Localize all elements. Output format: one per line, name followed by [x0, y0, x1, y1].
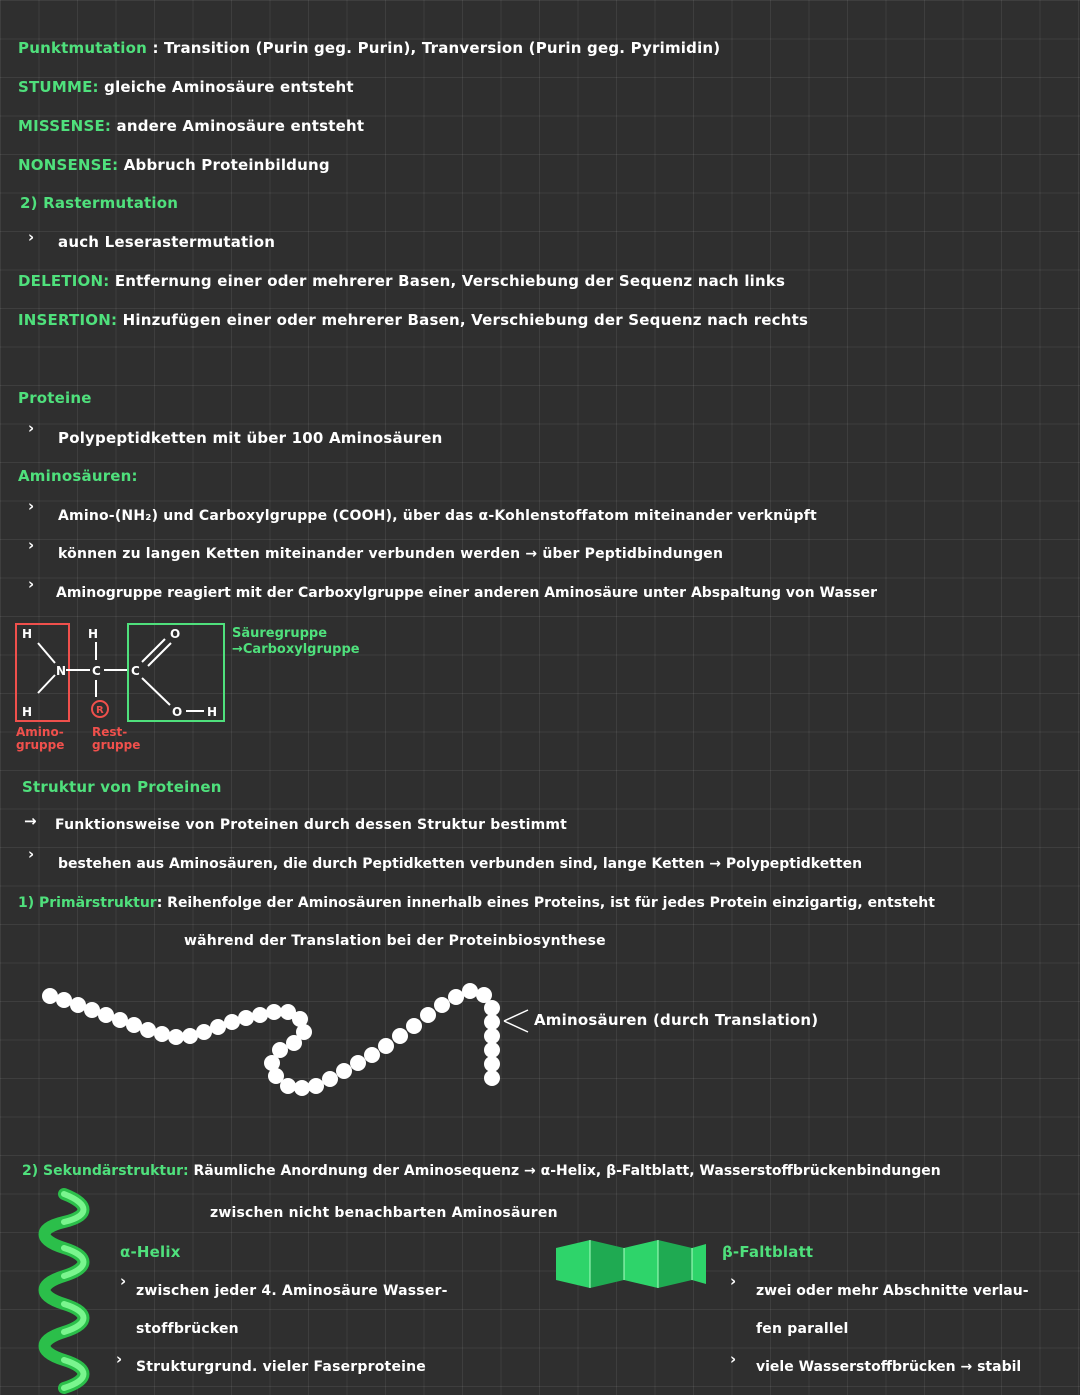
stumme-label: STUMME:: [18, 78, 99, 96]
atom-o: O: [172, 705, 183, 719]
atom-h: H: [22, 705, 33, 719]
deletion-text: Entfernung einer oder mehrerer Basen, Verschiebung der Sequenz nach links: [114, 272, 786, 290]
bullet-arrow-icon: ›: [28, 419, 35, 437]
helix-heading: α-Helix: [120, 1243, 181, 1261]
struktur-item-2: bestehen aus Aminosäuren, die durch Peptidketten verbunden sind, lange Ketten → Polypeptidketten: [58, 856, 863, 872]
insertion-label: INSERTION:: [18, 311, 118, 329]
nonsense-line: [18, 156, 330, 174]
aminosaeuren-heading: Aminosäuren:: [18, 467, 138, 485]
missense-line: [18, 117, 364, 135]
insertion-line: [18, 311, 808, 329]
atom-h: H: [88, 627, 99, 641]
restgruppe-label: gruppe: [92, 738, 141, 752]
helix-item-1b: stoffbrücken: [136, 1321, 239, 1337]
punktmutation-text: : Transition (Purin geg. Purin), Tranversion (Purin geg. Pyrimidin): [152, 39, 721, 57]
primaerstruktur-text: : Reihenfolge der Aminosäuren innerhalb eines Proteins, ist für jedes Protein einzigartig, entsteht: [156, 895, 935, 911]
stumme-line: [18, 78, 354, 96]
bullet-arrow-icon: ›: [28, 228, 35, 246]
bullet-arrow-icon: ›: [116, 1350, 123, 1368]
faltblatt-item-1a: zwei oder mehr Abschnitte verlau-: [756, 1283, 1029, 1299]
bullet-arrow-icon: ›: [28, 536, 35, 554]
proteine-heading: Proteine: [18, 389, 92, 407]
deletion-line: [18, 272, 785, 290]
primaerstruktur-text-2: während der Translation bei der Proteinbiosynthese: [184, 933, 606, 949]
aminosaeuren-item-2: können zu langen Ketten miteinander verbunden werden → über Peptidbindungen: [58, 546, 724, 562]
struktur-heading: Struktur von Proteinen: [22, 778, 222, 796]
chain-label: Aminosäuren (durch Translation): [534, 1011, 819, 1029]
aminogruppe-label: gruppe: [16, 738, 65, 752]
sekundaerstruktur-text-2: zwischen nicht benachbarten Aminosäuren: [210, 1205, 558, 1221]
stumme-text: gleiche Aminosäure entsteht: [104, 78, 354, 96]
rastermutation-heading: 2) Rastermutation: [20, 194, 179, 212]
proteine-item: Polypeptidketten mit über 100 Aminosäuren: [58, 429, 443, 447]
chain-beads: [42, 983, 500, 1096]
bullet-arrow-icon: ›: [28, 575, 35, 593]
struktur-item-1: Funktionsweise von Proteinen durch dessen Struktur bestimmt: [55, 817, 568, 833]
arrow-right-icon: →: [24, 812, 37, 830]
saeuregruppe-label: Säuregruppe: [232, 626, 328, 641]
nonsense-label: NONSENSE:: [18, 156, 119, 174]
helix-item-1a: zwischen jeder 4. Aminosäure Wasser-: [136, 1283, 448, 1299]
aminosaeuren-item-1: Amino-(NH₂) und Carboxylgruppe (COOH), über das α-Kohlenstoffatom miteinander verknüpft: [58, 508, 817, 524]
missense-text: andere Aminosäure entsteht: [116, 117, 365, 135]
bullet-arrow-icon: ›: [28, 497, 35, 515]
bullet-arrow-icon: ›: [28, 845, 35, 863]
carboxylgruppe-label: →Carboxylgruppe: [232, 642, 360, 657]
atom-h: H: [207, 705, 218, 719]
faltblatt-item-2: viele Wasserstoffbrücken → stabil: [756, 1359, 1022, 1375]
faltblatt-item-1b: fen parallel: [756, 1321, 849, 1337]
insertion-text: Hinzufügen einer oder mehrerer Basen, Verschiebung der Sequenz nach rechts: [122, 311, 809, 329]
aminosaeuren-item-3: Aminogruppe reagiert mit der Carboxylgruppe einer anderen Aminosäure unter Abspaltung von Wasser: [56, 585, 877, 601]
punktmutation-line: [18, 39, 720, 57]
deletion-label: DELETION:: [18, 272, 110, 290]
helix-item-2: Strukturgrund. vieler Faserproteine: [136, 1359, 427, 1375]
primaerstruktur-label: 1) Primärstruktur: [18, 895, 157, 911]
sekundaerstruktur-text: Räumliche Anordnung der Aminosequenz → α-Helix, β-Faltblatt, Wasserstoffbrückenbindungen: [193, 1163, 941, 1179]
atom-h: H: [22, 627, 33, 641]
punktmutation-label: Punktmutation: [18, 39, 147, 57]
aminogruppe-label: Amino-: [16, 725, 64, 739]
rastermutation-item: auch Leserastermutation: [58, 233, 276, 251]
atom-r: R: [96, 705, 104, 716]
missense-label: MISSENSE:: [18, 117, 112, 135]
restgruppe-label: Rest-: [92, 725, 128, 739]
atom-c: C: [92, 664, 101, 678]
alpha-helix-illustration: [30, 1190, 110, 1395]
nonsense-text: Abbruch Proteinbildung: [123, 156, 330, 174]
atom-n: N: [56, 664, 67, 678]
bullet-arrow-icon: ›: [730, 1350, 737, 1368]
bullet-arrow-icon: ›: [120, 1272, 127, 1290]
amino-acid-structure-diagram: [0, 615, 420, 765]
amino-acid-chain-illustration: [0, 975, 540, 1115]
sekundaerstruktur-label: 2) Sekundärstruktur:: [22, 1163, 189, 1179]
bullet-arrow-icon: ›: [730, 1272, 737, 1290]
faltblatt-heading: β-Faltblatt: [722, 1243, 814, 1261]
atom-o: O: [170, 627, 181, 641]
primaerstruktur-line: [18, 894, 935, 912]
sekundaerstruktur-line: [22, 1162, 941, 1180]
beta-sheet-illustration: [552, 1236, 712, 1296]
atom-c: C: [131, 664, 140, 678]
